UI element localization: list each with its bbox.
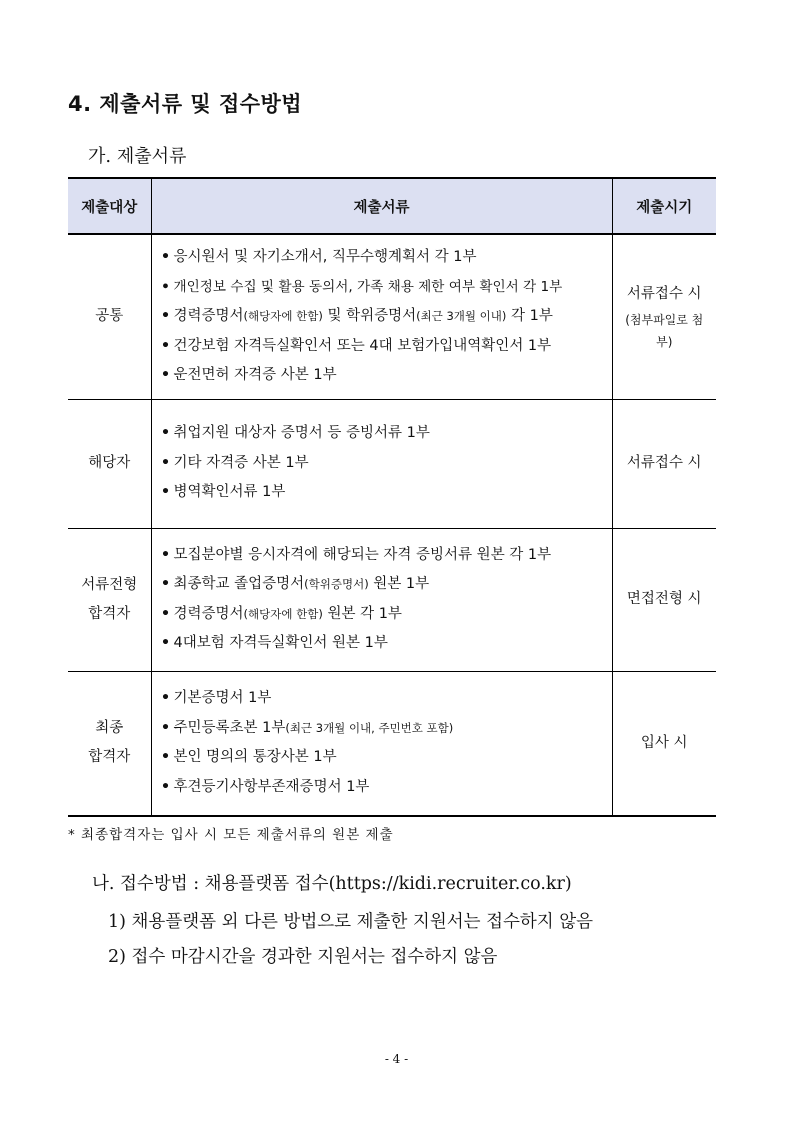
bullet-icon: • bbox=[160, 635, 171, 651]
bullet-icon: • bbox=[160, 308, 171, 324]
header-timing: 제출시기 bbox=[612, 178, 716, 234]
bullet-icon: • bbox=[160, 778, 171, 795]
list-item: • 운전면허 자격증 사본 1부 bbox=[158, 361, 612, 391]
bullet-icon: • bbox=[160, 367, 171, 383]
table-header-row bbox=[68, 178, 716, 234]
row-target: 공통 bbox=[68, 234, 151, 399]
list-item: • 병역확인서류 1부 bbox=[158, 478, 612, 508]
bullet-icon: • bbox=[160, 690, 171, 707]
bullet-icon: • bbox=[160, 749, 171, 766]
list-item: 1) 채용플랫폼 외 다른 방법으로 제출한 지원서는 접수하지 않음 bbox=[108, 912, 594, 932]
bullet-icon: • bbox=[160, 719, 171, 736]
table-row bbox=[68, 234, 716, 399]
header-documents: 제출서류 bbox=[151, 178, 612, 234]
table-row bbox=[68, 671, 716, 816]
list-item: • 최종학교 졸업증명서(학위증명서) 원본 1부 bbox=[158, 570, 612, 600]
header-target: 제출대상 bbox=[68, 178, 151, 234]
list-item: • 4대보험 자격득실확인서 원본 1부 bbox=[158, 629, 612, 659]
bullet-icon: • bbox=[160, 546, 171, 563]
table-row bbox=[68, 399, 716, 528]
bullet-icon: • bbox=[160, 576, 171, 592]
row-timing: 입사 시 bbox=[612, 671, 716, 816]
list-item: • 건강보험 자격득실확인서 또는 4대 보험가입내역확인서 1부 bbox=[158, 332, 612, 362]
subsection-a-title: 가. 제출서류 bbox=[88, 146, 187, 167]
list-item: • 모집분야별 응시자격에 해당되는 자격 증빙서류 원본 각 1부 bbox=[158, 541, 612, 571]
bullet-icon: • bbox=[160, 337, 171, 354]
row-target: 서류전형 합격자 bbox=[68, 528, 151, 671]
documents-table bbox=[68, 177, 716, 817]
row-target: 최종 합격자 bbox=[68, 671, 151, 816]
footnote: * 최종합격자는 입사 시 모든 제출서류의 원본 제출 bbox=[68, 827, 394, 843]
timing-note: (첨부파일로 첨부) bbox=[625, 313, 704, 350]
bullet-icon: • bbox=[160, 605, 171, 622]
row-timing: 서류접수 시 bbox=[612, 399, 716, 528]
list-item: • 기본증명서 1부 bbox=[158, 684, 612, 714]
subsection-b-title: 나. 접수방법 : 채용플랫폼 접수(https://kidi.recruiter.co.kr) bbox=[92, 874, 572, 894]
row-documents bbox=[151, 399, 612, 528]
row-target: 해당자 bbox=[68, 399, 151, 528]
bullet-icon: • bbox=[160, 484, 171, 501]
bullet-icon: • bbox=[160, 454, 171, 471]
row-documents bbox=[151, 671, 612, 816]
bullet-icon: • bbox=[160, 249, 171, 265]
section-title: 4. 제출서류 및 접수방법 bbox=[68, 92, 303, 116]
list-item: • 본인 명의의 통장사본 1부 bbox=[158, 743, 612, 773]
list-item: • 개인정보 수집 및 활용 동의서, 가족 채용 제한 여부 확인서 각 1부 bbox=[158, 273, 612, 303]
list-item: • 경력증명서(해당자에 한함) 원본 각 1부 bbox=[158, 600, 612, 630]
bullet-icon: • bbox=[160, 425, 171, 442]
list-item: 2) 접수 마감시간을 경과한 지원서는 접수하지 않음 bbox=[108, 947, 498, 967]
page-number: - 4 - bbox=[384, 1052, 409, 1066]
list-item: • 응시원서 및 자기소개서, 직무수행계획서 각 1부 bbox=[158, 243, 612, 273]
list-item: • 기타 자격증 사본 1부 bbox=[158, 449, 612, 479]
row-timing: 서류접수 시 (첨부파일로 첨부) bbox=[612, 234, 716, 399]
row-documents bbox=[151, 528, 612, 671]
row-timing: 면접전형 시 bbox=[612, 528, 716, 671]
list-item: • 후견등기사항부존재증명서 1부 bbox=[158, 773, 612, 803]
bullet-icon: • bbox=[161, 278, 170, 295]
list-item: • 경력증명서(해당자에 한함) 및 학위증명서(최근 3개월 이내) 각 1부 bbox=[158, 302, 612, 332]
table-row bbox=[68, 528, 716, 671]
row-documents bbox=[151, 234, 612, 399]
list-item: • 취업지원 대상자 증명서 등 증빙서류 1부 bbox=[158, 419, 612, 449]
list-item: • 주민등록초본 1부(최근 3개월 이내, 주민번호 포함) bbox=[158, 714, 612, 744]
